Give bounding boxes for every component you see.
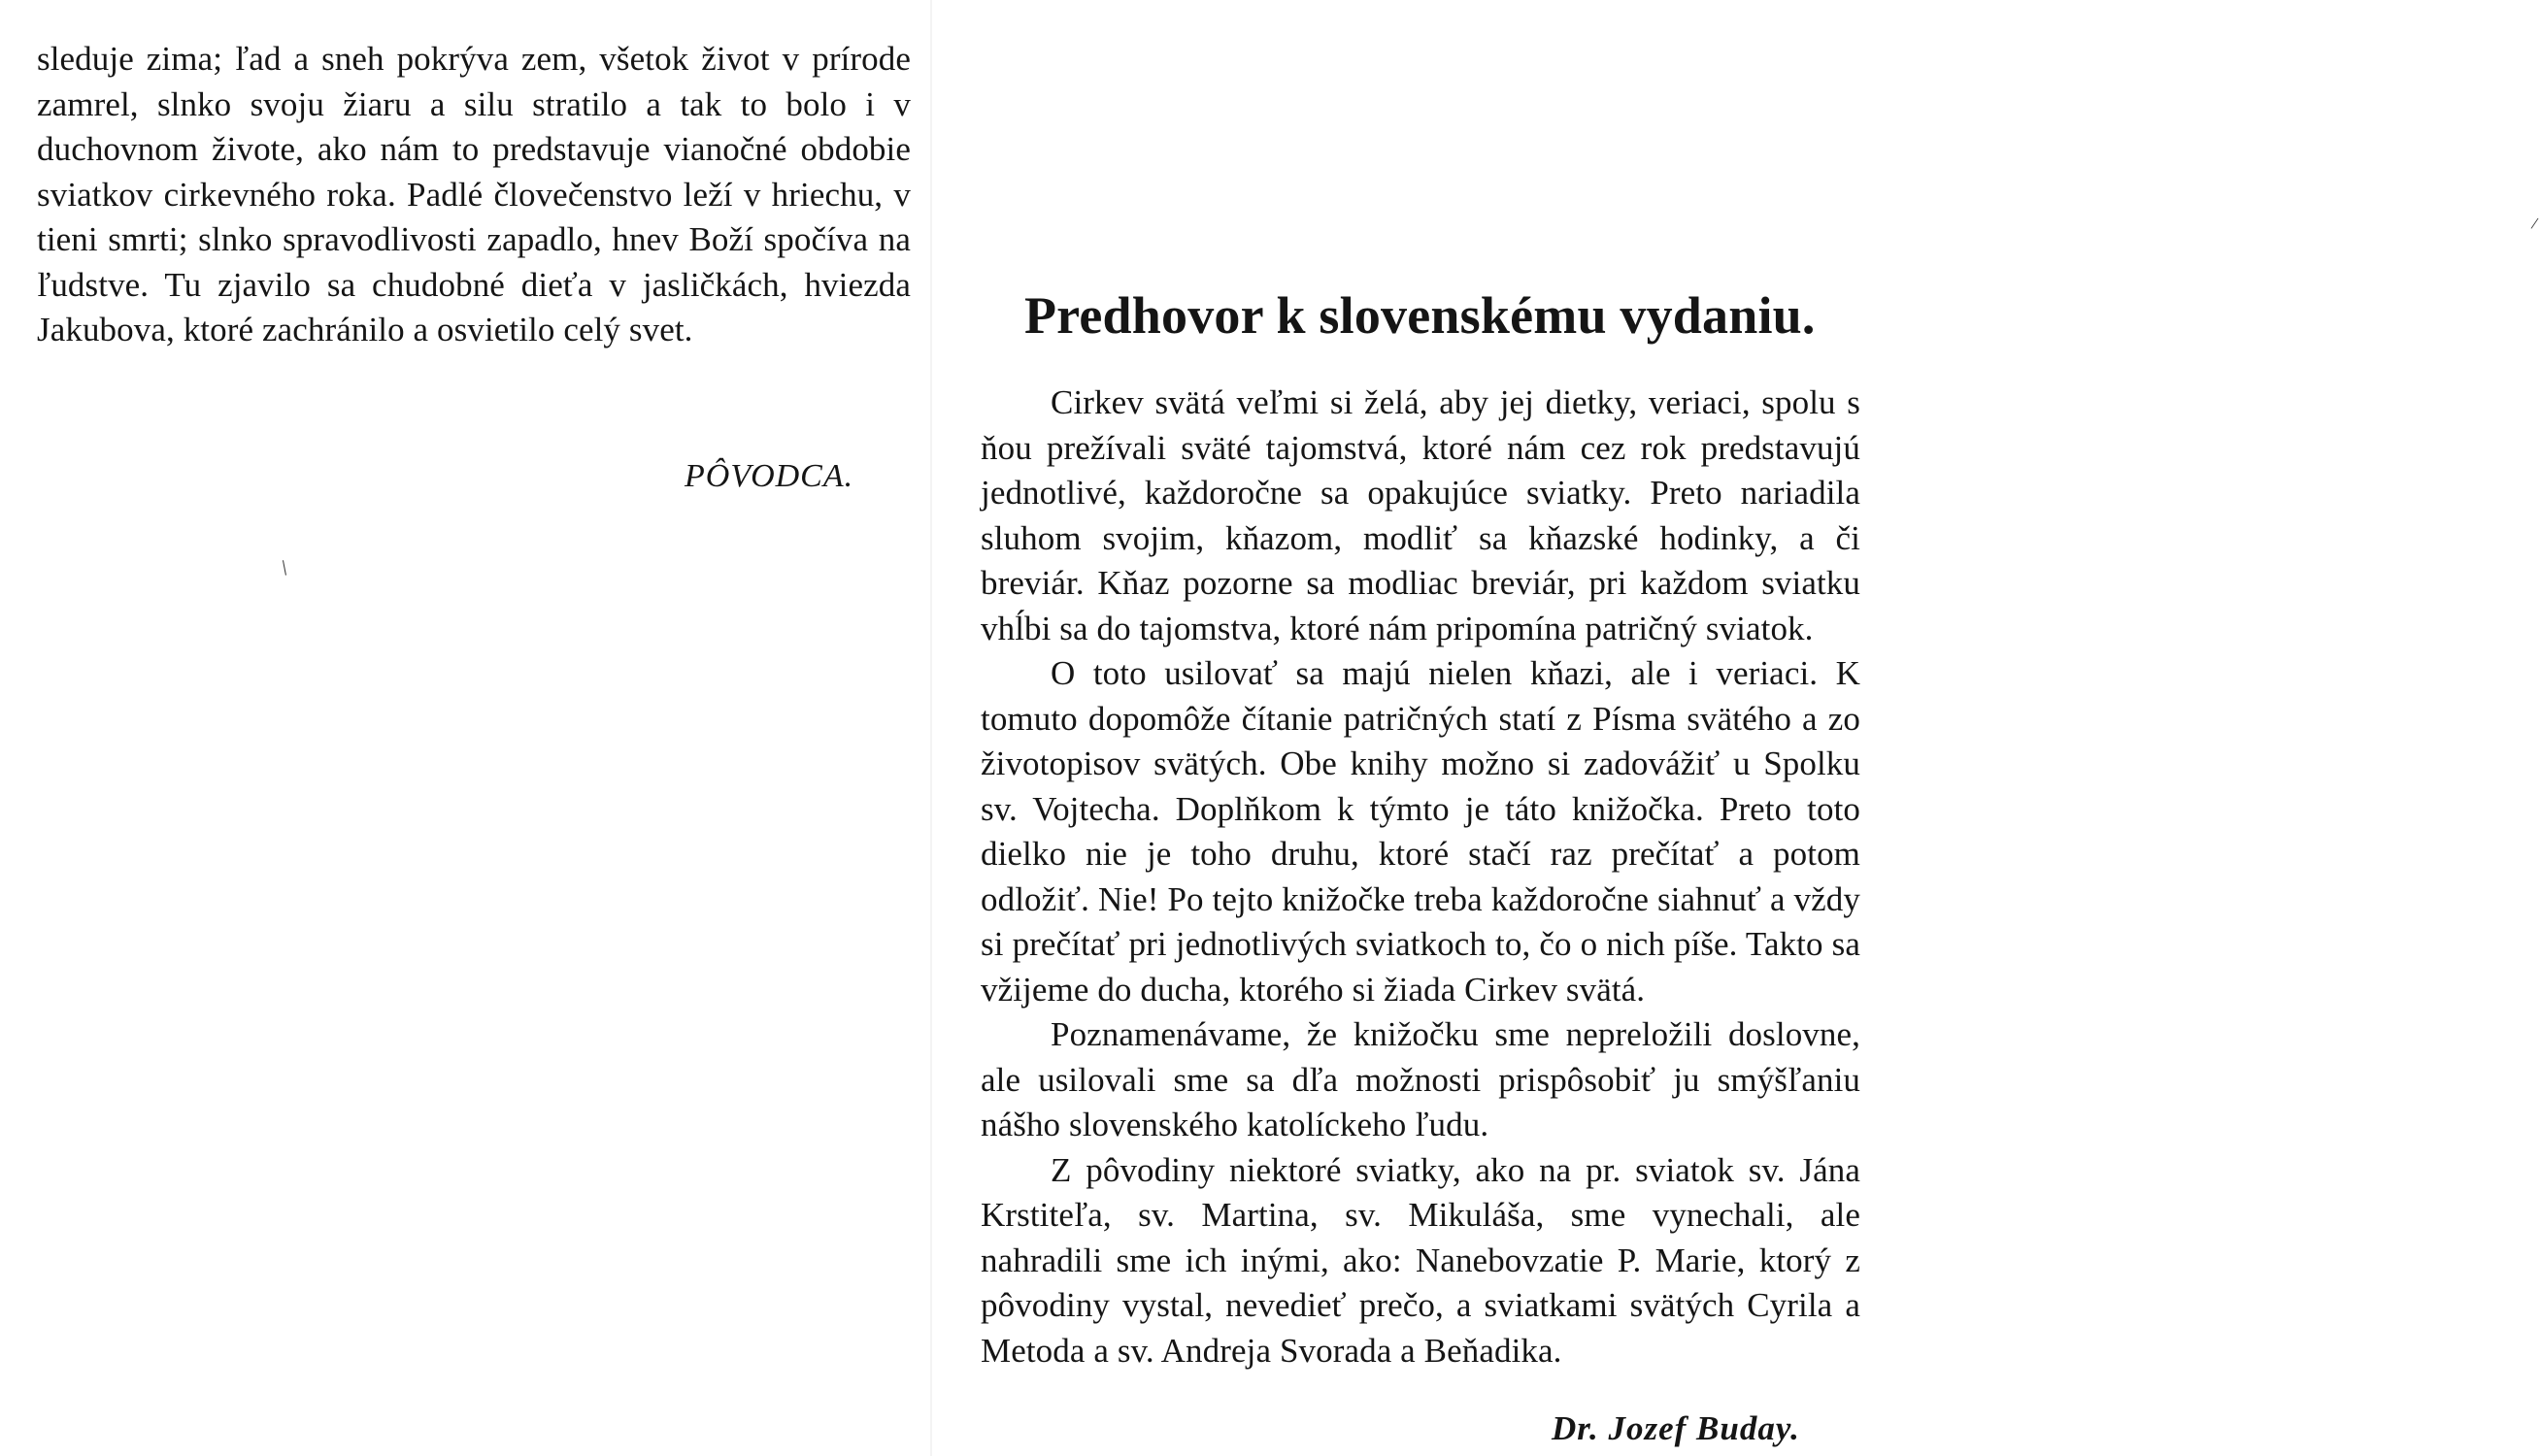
left-paragraph: sleduje zima; ľad a sneh pokrýva zem, všetok život v prírode zamrel, slnko svoju žiaru a silu stratilo a tak to bolo i v duchovnom živote, ako nám to predstavuje vianočné obdobie sviatkov cirkevného roka. Padlé človečenstvo leží v hriechu, v tieni smrti; slnko spravodlivosti zapadlo, hnev Boží spočíva na ľudstve. Tu zjavilo sa chudobné dieťa v jasličkách, hviezda Jakubova, ktoré zachránilo a osvietilo celý svet.	[37, 40, 911, 348]
left-page	[0, 0, 932, 1456]
preface-body	[981, 381, 1860, 1373]
preface-paragraph-2: O toto usilovať sa majú nielen kňazi, ale i veriaci. K tomuto dopomôže čítanie patričných statí z Písma svätého a zo životopisov svätých. Obe knihy možno si zadovážiť u Spolku sv. Vojtecha. Doplňkom k týmto je táto knižočka. Preto toto dielko nie je toho druhu, ktoré stačí raz prečítať a potom odložiť. Nie! Po tejto knižočke treba každoročne siahnuť a vždy si prečítať pri jednotlivých sviatkoch to, čo o nich píše. Takto sa vžijeme do ducha, ktorého si žiada Cirkev svätá.	[981, 654, 1860, 1009]
preface-paragraph-3: Poznamenávame, že knižočku sme nepreložili doslovne, ale usilovali sme sa dľa možnosti prispôsobiť ju smýšľaniu nášho slovenského katolíckeho ľudu.	[981, 1015, 1860, 1143]
left-page-text	[37, 37, 911, 353]
preface-paragraph-4: Z pôvodiny niektoré sviatky, ako na pr. sviatok sv. Jána Krstiteľa, sv. Martina, sv. Mikuláša, sme vynechali, ale nahradili sme ich inými, ako: Nanebovzatie P. Marie, ktorý z pôvodiny vystal, nevedieť prečo, a sviatkami svätých Cyrila a Metoda a sv. Andreja Svorada a Beňadika.	[981, 1150, 1860, 1370]
left-signature: PÔVODCA.	[685, 458, 854, 494]
stray-ink-mark: /	[275, 555, 293, 579]
preface-signature: Dr. Jozef Buday.	[1552, 1409, 1800, 1447]
preface-paragraph-1: Cirkev svätá veľmi si želá, aby jej dietky, veriaci, spolu s ňou prežívali sväté tajomstvá, ktoré nám cez rok predstavujú jednotlivé, každoročne sa opakujúce sviatky. Preto nariadila sluhom svojim, kňazom, modliť sa kňazské hodinky, a či breviár. Kňaz pozorne sa modliac breviár, pri každom sviatku vhĺbi sa do tajomstva, ktoré nám pripomína patričný sviatok.	[981, 383, 1860, 647]
stray-ink-mark: /	[2529, 213, 2540, 234]
preface-title: Predhovor k slovenskému vydaniu.	[1024, 286, 1816, 345]
